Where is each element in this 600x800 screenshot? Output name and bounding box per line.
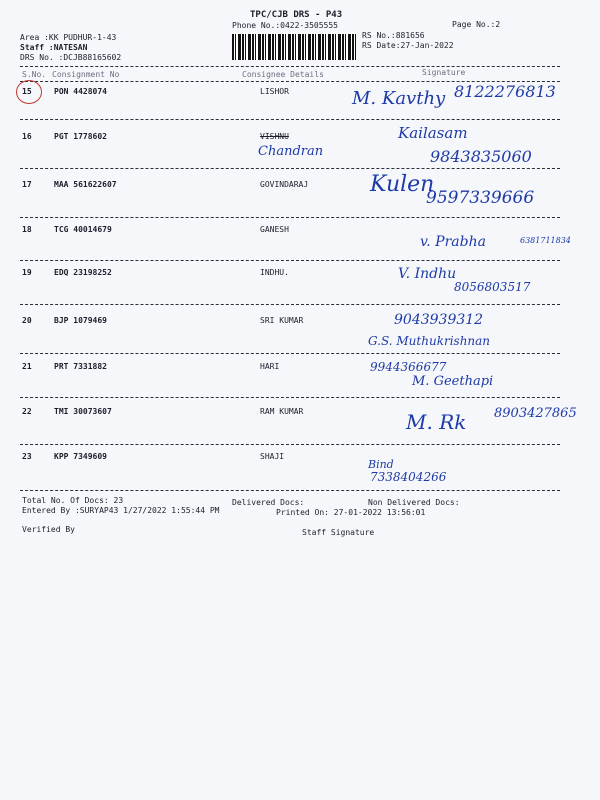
handwritten-signature: Kulen <box>370 172 435 197</box>
non-delivered-docs: Non Delivered Docs: <box>368 498 460 507</box>
handwritten-signature: M. Rk <box>406 410 467 434</box>
row-divider <box>20 119 560 120</box>
col-header-sno: S.No. <box>22 70 47 79</box>
table-row <box>20 452 560 464</box>
row-sno: 16 <box>22 132 32 141</box>
barcode <box>232 34 356 60</box>
row-consignment-number: MAA 561622607 <box>54 180 117 189</box>
row-consignee: VISHNU <box>260 132 289 141</box>
table-row <box>20 268 560 280</box>
handwritten-phone: 6381711834 <box>520 236 571 245</box>
drs-number: DRS No. :DCJB88165602 <box>20 53 122 62</box>
handwritten-phone: 8903427865 <box>494 406 577 421</box>
handwritten-phone: 9043939312 <box>394 312 484 328</box>
area-label: Area :KK PUDHUR-1-43 <box>20 33 117 42</box>
row-consignment-number: BJP 1079469 <box>54 316 107 325</box>
total-docs: Total No. Of Docs: 23 <box>22 496 124 505</box>
staff-signature-label: Staff Signature <box>302 528 375 537</box>
row-consignment-number: TMI 30073607 <box>54 407 112 416</box>
col-header-consignment: Consignment No <box>52 70 120 79</box>
row-sno: 18 <box>22 225 32 234</box>
row-consignment-number: PRT 7331882 <box>54 362 107 371</box>
col-header-consignee: Consignee Details <box>242 70 324 79</box>
handwritten-signature: V. Indhu <box>398 266 457 282</box>
table-row <box>20 362 560 374</box>
rs-date: RS Date:27-Jan-2022 <box>362 41 454 50</box>
row-divider <box>20 260 560 261</box>
row-divider <box>20 353 560 354</box>
row-consignment-number: PON 4428074 <box>54 87 107 96</box>
row-consignment-number: TCG 40014679 <box>54 225 112 234</box>
handwritten-phone: 9597339666 <box>426 188 535 208</box>
handwritten-phone: 9944366677 <box>370 360 447 374</box>
row-consignee: LISHOR <box>260 87 289 96</box>
row-consignee: INDHU. <box>260 268 289 277</box>
table-row <box>20 407 560 419</box>
handwritten-signature: Bind <box>368 458 394 471</box>
handwritten-phone: 9843835060 <box>430 147 532 166</box>
row-sno: 17 <box>22 180 32 189</box>
entered-by: Entered By :SURYAP43 1/27/2022 1:55:44 PM <box>22 506 220 515</box>
row-consignee: GANESH <box>260 225 289 234</box>
row-divider <box>20 217 560 218</box>
row-sno: 20 <box>22 316 32 325</box>
handwritten-note: Chandran <box>258 144 324 159</box>
row-divider <box>20 397 560 398</box>
row-consignee: SRI KUMAR <box>260 316 304 325</box>
handwritten-signature: v. Prabha <box>420 234 486 250</box>
verified-by-label: Verified By <box>22 525 75 534</box>
handwritten-phone: 8122276813 <box>454 82 556 101</box>
staff-label: Staff :NATESAN <box>20 43 88 52</box>
page-number: Page No.:2 <box>452 20 501 29</box>
rs-number: RS No.:881656 <box>362 31 425 40</box>
divider <box>20 66 560 67</box>
row-sno: 23 <box>22 452 32 461</box>
handwritten-phone: 7338404266 <box>370 470 447 484</box>
handwritten-phone: 8056803517 <box>454 280 531 294</box>
table-row <box>20 132 560 144</box>
phone-number: Phone No.:0422-3505555 <box>232 21 338 30</box>
row-sno: 19 <box>22 268 32 277</box>
handwritten-signature: M. Kavthy <box>352 88 446 109</box>
row-sno: 21 <box>22 362 32 371</box>
handwritten-signature: Kailasam <box>398 124 468 142</box>
row-sno: 15 <box>22 87 32 96</box>
handwritten-signature: G.S. Muthukrishnan <box>368 334 491 348</box>
row-divider <box>20 168 560 169</box>
row-consignee: RAM KUMAR <box>260 407 304 416</box>
delivered-docs: Delivered Docs: <box>232 498 305 507</box>
row-consignee: GOVINDARAJ <box>260 180 309 189</box>
printed-on: Printed On: 27-01-2022 13:56:01 <box>276 508 426 517</box>
row-consignment-number: KPP 7349609 <box>54 452 107 461</box>
row-consignment-number: EDQ 23198252 <box>54 268 112 277</box>
handwritten-signature: M. Geethapi <box>412 374 494 389</box>
document-code: TPC/CJB DRS - P43 <box>250 10 343 20</box>
col-header-signature: Signature <box>422 68 466 77</box>
row-divider <box>20 304 560 305</box>
row-consignee: HARI <box>260 362 280 371</box>
row-consignee: SHAJI <box>260 452 285 461</box>
row-consignment-number: PGT 1778602 <box>54 132 107 141</box>
row-divider <box>20 490 560 491</box>
row-divider <box>20 444 560 445</box>
row-sno: 22 <box>22 407 32 416</box>
